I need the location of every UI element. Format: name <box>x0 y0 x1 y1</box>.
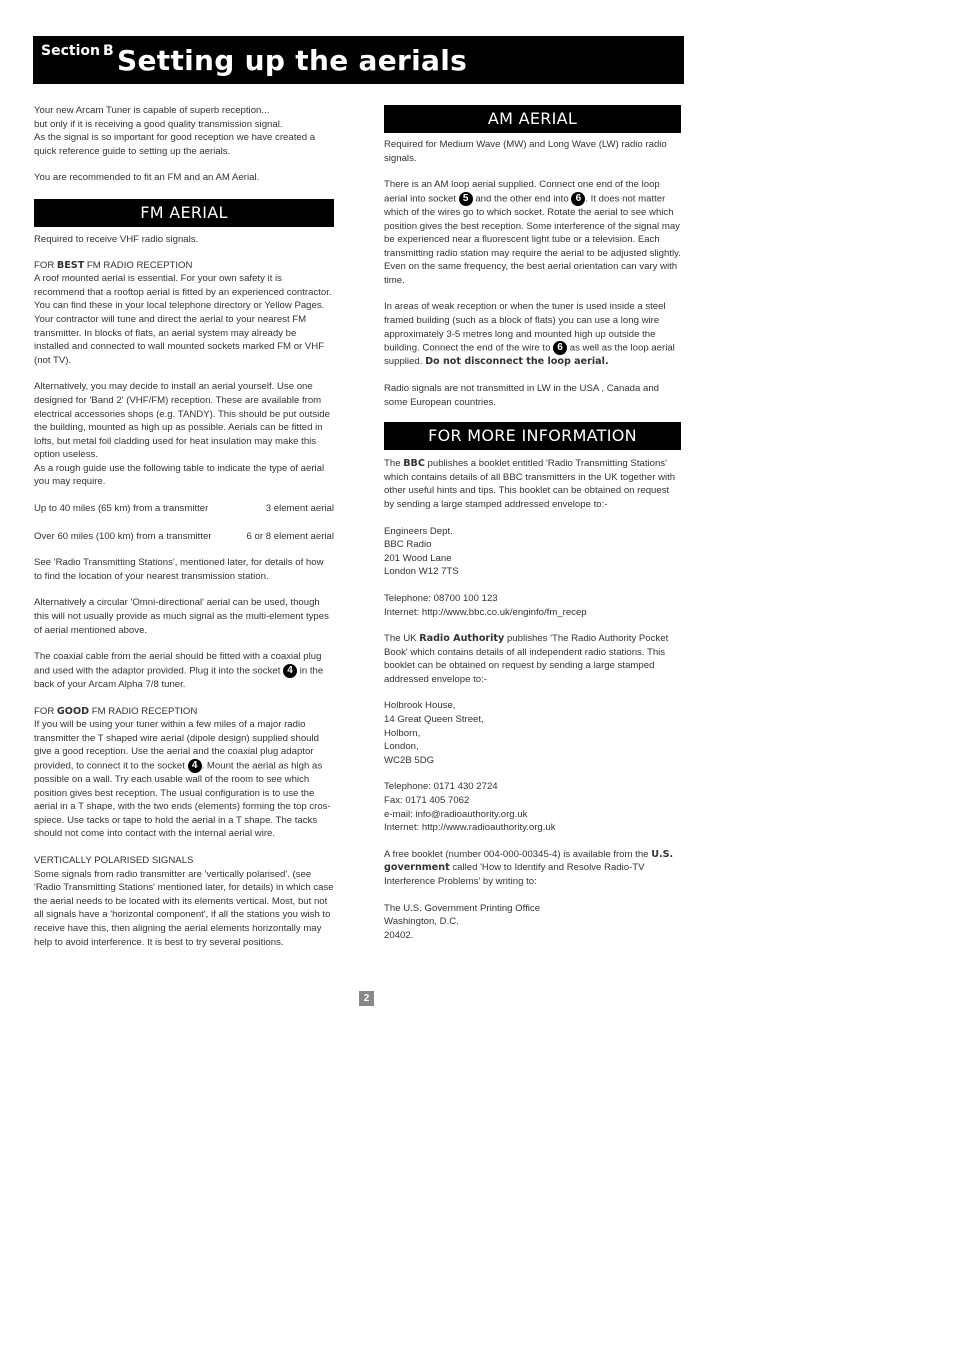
radio-authority-contact: Telephone: 0171 430 2724 Fax: 0171 405 7062 e-mail: info@radioauthority.org.uk Internet: http://www.radioauthority.org.uk <box>384 781 556 834</box>
section-header <box>33 36 684 84</box>
best-reception-paragraph: A roof mounted aerial is essential. For your own safety it is recommend that a rooftop aerial is fitted by an experienced contractor. You can find these in your local telephone directory or Yellow Pages. Your contractor will tune and direct the aerial to your nearest FM transmitter. In blocks of flats, an aerial system may already be installed and connected to wall mounted sockets marked FM or VHF (not TV). <box>34 273 332 366</box>
bbc-paragraph: The BBC publishes a booklet entitled 'Radio Transmitting Stations' which contains details of all BBC transmitters in the UK together with other useful hints and tips. This booklet can be obtained on request by sending a large stamped addressed envelope to:- <box>384 458 676 510</box>
am-loop-paragraph: There is an AM loop aerial supplied. Connect one end of the loop aerial into socket 5 and the other end into 6 . It does not matter which of the wires go to which socket. Rotate the aerial to see which position gives the best reception. Some interference of the signal may be experienced near a fluorescent light tube or a television. Each transmitting radio station may require the aerial to be adjusted slightly. Even on the same frequency, the best aerial orientation can vary with time. <box>384 179 681 286</box>
section-label: Section B <box>41 43 114 59</box>
socket-6-icon: 6 <box>571 192 585 206</box>
intro-line-3: As the signal is so important for good reception we have created a quick reference guide to setting up the aerials. <box>34 132 316 157</box>
more-info-heading: FOR MORE INFORMATION <box>384 422 681 450</box>
see-stations-paragraph: See 'Radio Transmitting Stations', mentioned later, for details of how to find the location of your nearest transmission station. <box>34 557 324 582</box>
radio-authority-paragraph: The UK Radio Authority publishes 'The Radio Authority Pocket Book' which contains details of all independent radio stations. This booklet can be obtained on request by sending a large stamped addressed envelope to:- <box>384 633 669 685</box>
table-distance: Over 60 miles (100 km) from a transmitter <box>34 530 212 542</box>
lw-note: Radio signals are not transmitted in LW in the USA , Canada and some European countries. <box>384 382 659 408</box>
table-distance: Up to 40 miles (65 km) from a transmitter <box>34 503 209 515</box>
aerial-table-row <box>34 502 334 516</box>
right-column <box>384 105 681 942</box>
vertical-heading: VERTICALLY POLARISED SIGNALS <box>34 855 194 866</box>
table-aerial-type: 3 element aerial <box>265 503 334 515</box>
socket-6-icon: 6 <box>553 341 567 355</box>
coaxial-paragraph: The coaxial cable from the aerial should be fitted with a coaxial plug and used with the adaptor provided. Plug it into the socket 4 in the back of your Arcam Alpha 7/8 tuner. <box>34 651 324 690</box>
socket-4-icon: 4 <box>188 759 202 773</box>
intro-line-2: but only if it is receiving a good quality transmission signal. <box>34 118 283 130</box>
vertical-paragraph: Some signals from radio transmitter are 'vertically polarised'. (see 'Radio Transmitting Stations' mentioned later, for details) in which case the aerial needs to be located with its elements vertical. Most, but not all signals have a 'horizontal component', if all the stations you wish to receive have this, then aligning the aerial elements horizontally may help to avoid interference. It is best to try several positions. <box>34 868 334 948</box>
aerial-table-row <box>34 530 334 544</box>
am-aerial-heading: AM AERIAL <box>384 105 681 133</box>
bbc-telephone: Telephone: 08700 100 123 <box>384 592 498 604</box>
us-government-paragraph: A free booklet (number 004-000-00345-4) is available from the U.S. government called 'How to Identify and Resolve Radio-TV Interference Problems' by writing to: <box>384 848 674 887</box>
fm-aerial-heading: FM AERIAL <box>34 199 334 227</box>
good-reception-heading: FOR GOOD FM RADIO RECEPTION <box>34 705 198 717</box>
good-reception-paragraph: If you will be using your tuner within a few miles of a major radio transmitter the T shaped wire aerial (dipole design) supplied should give a good reception. Use the aerial and the coaxial plug adaptor provided, to connect it to the socket 4 . Mount the aerial as high as possible on a wall. Try each usable wall of the room to see which position gives best reception. The usual configuration is to use the aerial in a T shape, with the two ends (elements) forming the top cros-spiece. Use tacks or tape to hold the aerial in a T shape. The tacks should not come into contact with the internal aerial wire. <box>34 719 331 840</box>
bbc-address: Engineers Dept. BBC Radio 201 Wood Lane London W12 7TS <box>384 525 459 578</box>
radio-authority-address: Holbrook House, 14 Great Queen Street, Holborn, London, WC2B 5DG <box>384 700 484 766</box>
left-column <box>34 104 334 949</box>
intro-line-1: Your new Arcam Tuner is capable of superb reception... <box>34 105 270 116</box>
guide-paragraph: As a rough guide use the following table to indicate the type of aerial you may require. <box>34 462 325 488</box>
fm-required-text: Required to receive VHF radio signals. <box>34 233 199 245</box>
table-aerial-type: 6 or 8 element aerial <box>246 530 334 542</box>
weak-reception-paragraph: In areas of weak reception or when the tuner is used inside a steel framed building (such as a block of flats) you can use a long wire approximately 3-5 metres long and mounted high up outside the building. Connect the end of the wire to 6 as well as the loop aerial supplied. Do not disconnect the loop aerial. <box>384 301 675 368</box>
am-required-text: Required for Medium Wave (MW) and Long Wave (LW) radio radio signals. <box>384 139 667 164</box>
recommend-text: You are recommended to fit an FM and an AM Aerial. <box>34 172 260 184</box>
omni-paragraph: Alternatively a circular 'Omni-directional' aerial can be used, though this will not usually provide as much signal as the multi-element types of aerial mentioned above. <box>34 597 329 636</box>
alternative-paragraph: Alternatively, you may decide to install an aerial yourself. Use one designed for 'Band 2' (VHF/FM) reception. These are available from electrical accessories shops (e.g. TANDY). This should be put outside the building, mounted as high up as possible. Aerials can be fitted in lofts, but metal foil cladding used for heat insulation may make this option useless. <box>34 381 330 461</box>
page-number: 2 <box>359 991 374 1006</box>
bbc-internet: Internet: http://www.bbc.co.uk/enginfo/fm_recep <box>384 606 587 618</box>
page-title: Setting up the aerials <box>117 44 468 77</box>
socket-5-icon: 5 <box>459 192 473 206</box>
socket-4-icon: 4 <box>283 664 297 678</box>
us-address: The U.S. Government Printing Office Washington, D.C. 20402. <box>384 902 541 941</box>
best-reception-heading: FOR BEST FM RADIO RECEPTION <box>34 259 193 271</box>
